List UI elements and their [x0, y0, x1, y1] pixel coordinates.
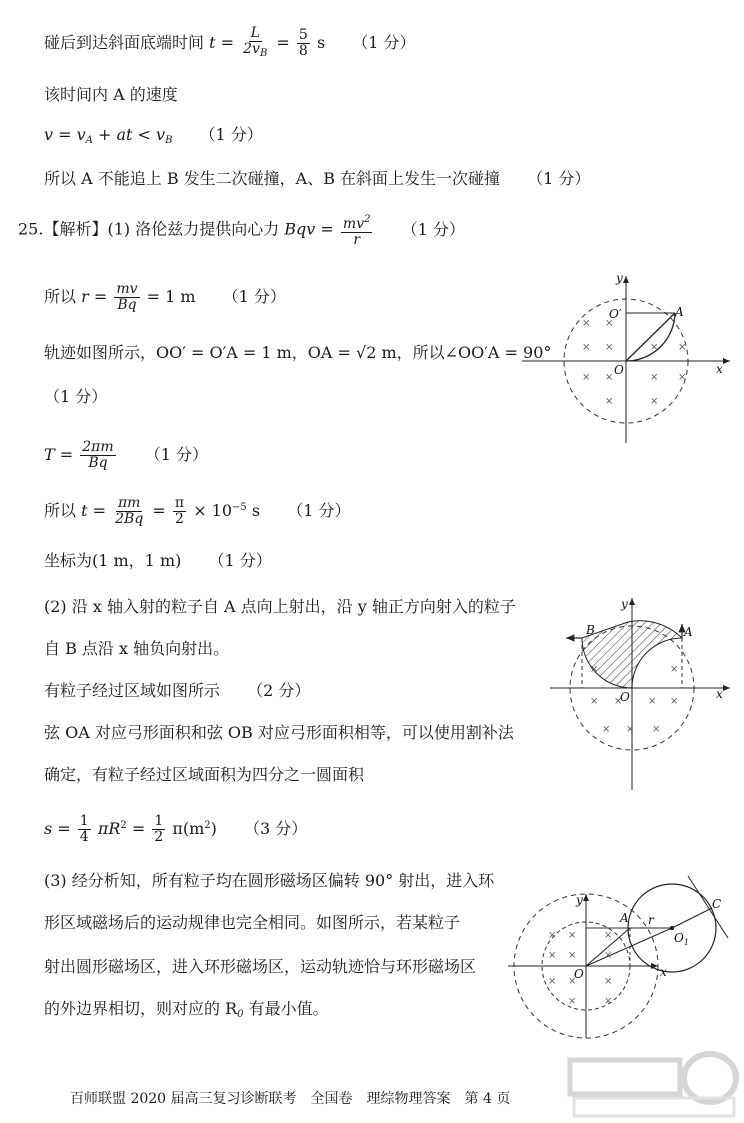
- origin-label: O: [620, 690, 630, 704]
- svg-text:×: ×: [652, 724, 661, 735]
- page-footer: 百师联盟 2020 届高三复习诊断联考 全国卷 理综物理答案 第 4 页: [70, 1091, 511, 1107]
- x-label: x: [716, 687, 723, 701]
- velocity-formula: $v = v_A$ + at < $v_B$ （1 分）: [44, 125, 263, 146]
- svg-text:×: ×: [602, 724, 611, 735]
- svg-text:×: ×: [650, 342, 659, 353]
- area-formula: s = $\frac{1}{4}$ $\pi R^2$ = $\frac{1}{2}$ $\pi(m^2)$ （3 分）: [44, 813, 308, 845]
- tangent-line: [688, 876, 728, 938]
- origin-label: O: [614, 363, 624, 377]
- svg-text:×: ×: [678, 342, 687, 353]
- figure-swept-region: [548, 592, 736, 792]
- part3-line3: 射出圆形磁场区，进入环形磁场区，运动轨迹恰与环形磁场区: [44, 957, 477, 976]
- figure-trajectory: [518, 268, 736, 446]
- figure-ring-field: [508, 868, 736, 1040]
- svg-text:×: ×: [568, 930, 577, 941]
- point-A-label: A: [675, 305, 684, 319]
- radius-line: 所以 r = $\frac{mv}{Bq}$ = 1 m （1 分）: [44, 281, 286, 313]
- svg-text:×: ×: [605, 396, 614, 407]
- y-label: y: [621, 597, 628, 611]
- svg-text:×: ×: [568, 976, 577, 987]
- svg-text:×: ×: [548, 930, 557, 941]
- radius-label: r: [648, 913, 654, 927]
- svg-text:×: ×: [590, 664, 599, 675]
- svg-text:×: ×: [650, 396, 659, 407]
- svg-text:×: ×: [605, 342, 614, 353]
- t-var: t: [209, 33, 216, 52]
- svg-text:×: ×: [670, 696, 679, 707]
- svg-text:×: ×: [648, 696, 657, 707]
- y-label: y: [576, 893, 583, 907]
- time-line: 碰后到达斜面底端时间 t = $\frac{L}{2v_B}$ = $\frac{5}{8}$ s （1 分）: [44, 25, 416, 59]
- svg-text:×: ×: [604, 976, 613, 987]
- point-C-label: C: [712, 897, 722, 911]
- five-eighths: $\frac{5}{8}$: [298, 27, 308, 59]
- y-label: y: [616, 271, 623, 285]
- part3-line2: 形区域磁场后的运动规律也完全相同。如图所示，若某粒子: [44, 913, 461, 932]
- svg-text:×: ×: [548, 950, 557, 961]
- origin-label: O: [574, 967, 584, 981]
- part3-line4: 的外边界相切，则对应的 $R_0$ 有最小值。: [44, 999, 329, 1020]
- svg-text:×: ×: [582, 342, 591, 353]
- time-result-line: 所以 t = $\frac{\pi m}{2Bq}$ = $\frac{\pi}{2}$ × $10^{-5}$ s （1 分）: [44, 495, 351, 527]
- svg-text:×: ×: [582, 318, 591, 329]
- part2-line5: 确定，有粒子经过区域面积为四分之一圆面积: [44, 765, 365, 784]
- svg-text:×: ×: [678, 372, 687, 383]
- point-A-label: A: [684, 625, 693, 639]
- velocity-intro: 该时间内 A 的速度: [44, 85, 178, 104]
- trajectory-line: 轨迹如图所示，OO′ = O′A = 1 m，OA = √2 m，所以∠OO′A = 90°: [44, 343, 552, 362]
- svg-text:×: ×: [605, 318, 614, 329]
- svg-text:×: ×: [605, 372, 614, 383]
- point-A-label: A: [620, 911, 629, 925]
- part3-line1: (3) 经分析知，所有粒子均在圆形磁场区偏转 90° 射出，进入环: [44, 871, 495, 890]
- part2-line1: (2) 沿 x 轴入射的粒子自 A 点向上射出，沿 y 轴正方向射入的粒子: [44, 597, 516, 616]
- conclusion-line: 所以 A 不能追上 B 发生二次碰撞，A、B 在斜面上发生一次碰撞 （1 分）: [44, 169, 591, 188]
- time-text: 碰后到达斜面底端时间: [44, 33, 205, 52]
- svg-text:×: ×: [670, 664, 679, 675]
- points: （1 分）: [352, 33, 416, 52]
- svg-text:×: ×: [568, 996, 577, 1007]
- svg-text:×: ×: [604, 950, 613, 961]
- center-label: O′: [609, 307, 622, 321]
- svg-text:×: ×: [590, 696, 599, 707]
- L-over-2vB: $\frac{L}{2v_B}$: [243, 25, 268, 59]
- part2-line4: 弦 OA 对应弓形面积和弦 OB 对应弓形面积相等，可以使用割补法: [44, 723, 514, 742]
- center-O1-label: $O_1$: [674, 931, 689, 947]
- svg-text:×: ×: [548, 976, 557, 987]
- trajectory-points: （1 分）: [44, 387, 108, 406]
- svg-text:×: ×: [604, 930, 613, 941]
- svg-text:×: ×: [568, 950, 577, 961]
- svg-text:×: ×: [650, 372, 659, 383]
- svg-text:×: ×: [582, 372, 591, 383]
- svg-text:×: ×: [626, 724, 635, 735]
- part2-line3: 有粒子经过区域如图所示 （2 分）: [44, 681, 311, 700]
- part2-line2: 自 B 点沿 x 轴负向射出。: [44, 639, 230, 658]
- svg-text:×: ×: [604, 996, 613, 1007]
- point-B-label: B: [586, 623, 595, 637]
- period-line: T = $\frac{2\pi m}{Bq}$ （1 分）: [44, 439, 209, 471]
- watermark-logo: [560, 1050, 740, 1120]
- svg-text:×: ×: [614, 696, 623, 707]
- x-label: x: [660, 965, 667, 979]
- x-label: x: [716, 362, 723, 376]
- q25-heading: 25.【解析】(1) 洛伦兹力提供向心力 Bqv = $\frac{mv^2}{r}$ （1 分）: [18, 214, 465, 248]
- coordinate-line: 坐标为(1 m，1 m) （1 分）: [44, 551, 272, 570]
